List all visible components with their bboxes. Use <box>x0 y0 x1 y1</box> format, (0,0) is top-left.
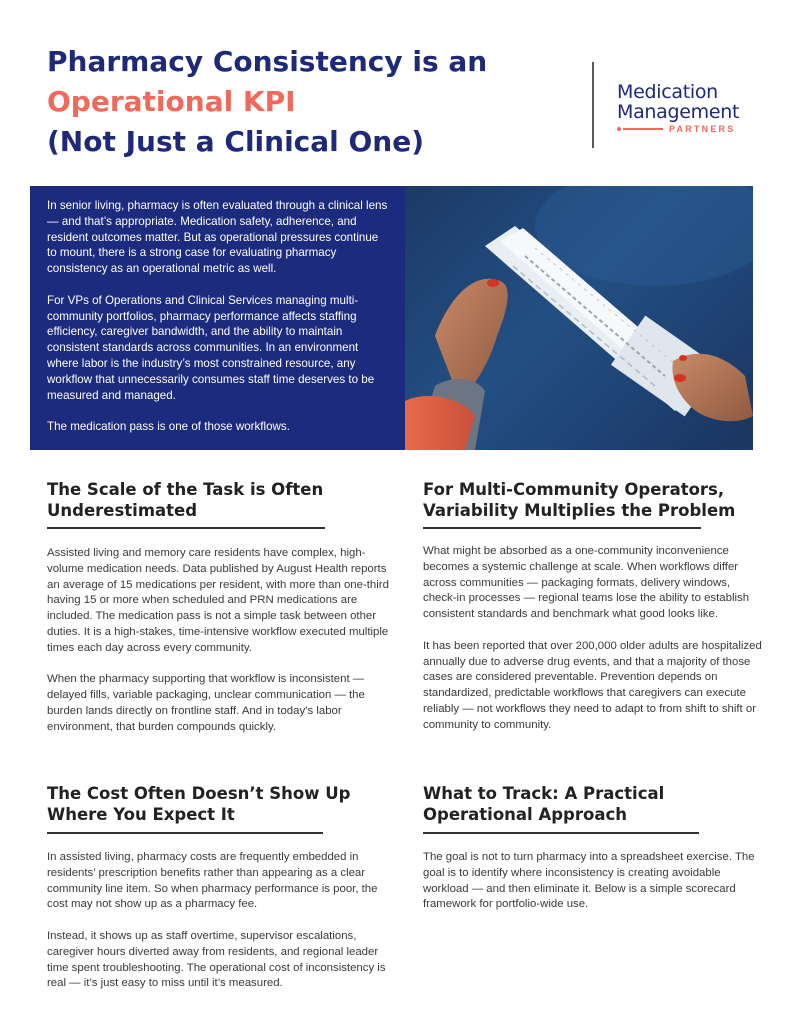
section-scale-title-line-2: Underestimated <box>47 501 198 520</box>
section-multi-title-line-2: Variability Multiplies the Problem <box>423 501 736 520</box>
section-cost-body <box>47 850 397 1008</box>
section-cost-title-line-1: The Cost Often Doesn’t Show Up <box>47 784 351 803</box>
section-multi-title-line-1: For Multi-Community Operators, <box>423 480 725 499</box>
section-cost-paragraph-1: In assisted living, pharmacy costs are frequently embedded in residents’ prescription benefits rather than appearing as a clear community line item. So when pharmacy performance is poor, the cost may not show up as a pharmacy fee. <box>47 851 378 911</box>
intro-paragraph-3: The medication pass is one of those workflows. <box>47 420 290 434</box>
brand-logo <box>617 82 777 134</box>
header-divider <box>592 62 594 148</box>
photo-hands-holding-prescription <box>405 186 753 450</box>
page-title <box>47 42 567 162</box>
logo-dash <box>623 128 663 130</box>
section-multi-title <box>423 479 773 521</box>
intro-paragraph-2: For VPs of Operations and Clinical Services managing multi-community portfolios, pharmacy performance affects staffing efficiency, caregiver bandwidth, and the ability to maintain consistent standards across communities. In an environment where labor is the industry’s most constrained resource, any workflow that unnecessarily consumes staff time deserves to be measured and managed. <box>47 293 375 402</box>
section-scale-title <box>47 479 387 521</box>
intro-paragraph-1: In senior living, pharmacy is often evaluated through a clinical lens — and that’s appropriate. Medication safety, adherence, and resident outcomes matter. But as operational pressures continue to mount, there is a strong case for evaluating pharmacy consistency as an operational metric as well. <box>47 199 388 276</box>
page-header <box>0 0 800 186</box>
section-track-paragraph-1: The goal is not to turn pharmacy into a spreadsheet exercise. The goal is to identify where inconsistency is creating avoidable workload — and then eliminate it. Below is a simple scorecard framework for portfolio-wide use. <box>423 851 755 911</box>
title-line-1: Pharmacy Consistency is an <box>47 45 488 78</box>
section-cost-title-line-2: Where You Expect It <box>47 805 235 824</box>
logo-partners: PARTNERS <box>669 124 736 134</box>
section-cost-rule <box>47 832 323 834</box>
section-track-body <box>423 850 765 929</box>
section-scale-paragraph-2: When the pharmacy supporting that workflow is inconsistent — delayed fills, variable packaging, unclear communication — the burden lands directly on frontline staff. And in today’s labor environment, that burden compounds quickly. <box>47 673 365 733</box>
section-track-title <box>423 783 773 825</box>
banner-right-margin <box>753 186 800 450</box>
section-scale-title-line-1: The Scale of the Task is Often <box>47 480 324 499</box>
section-multi-body <box>423 544 765 749</box>
photo-illustration <box>405 186 753 450</box>
title-line-2: Operational KPI <box>47 85 296 118</box>
section-track-title-line-1: What to Track: A Practical <box>423 784 665 803</box>
section-scale-body <box>47 546 397 751</box>
section-multi-paragraph-2: It has been reported that over 200,000 older adults are hospitalized annually due to adverse drug events, and that a majority of those cases are considered preventable. Prevention depends on standardized, predictable workflows that caregivers can execute reliably — not workflows they need to adapt to from shift to shift or community to community. <box>423 639 762 731</box>
banner-left-margin <box>0 186 30 450</box>
logo-line-1: Medication <box>617 81 718 103</box>
section-multi-paragraph-1: What might be absorbed as a one-community inconvenience becomes a systemic challenge at scale. When workflows differ across communities — packaging formats, delivery windows, check-in processes — regional teams lose the ability to establish consistent standards and benchmark what good looks like. <box>423 545 750 621</box>
title-line-3: (Not Just a Clinical One) <box>47 125 425 158</box>
section-cost-title <box>47 783 387 825</box>
intro-banner <box>0 186 800 450</box>
logo-dot <box>617 127 621 131</box>
section-track-rule <box>423 832 699 834</box>
section-multi-rule <box>423 527 701 529</box>
section-scale-paragraph-1: Assisted living and memory care residents have complex, high-volume medication needs. Data published by August Health reports an average of 15 medications per resident, with more than one-third having 15 or more when scheduled and PRN medications are included. The medication pass is not a simple task between other duties. It is a high-stakes, time-intensive workflow executed multiple times each day across every community. <box>47 547 389 654</box>
intro-text-panel <box>30 186 405 450</box>
section-scale-rule <box>47 527 325 529</box>
section-track-title-line-2: Operational Approach <box>423 805 627 824</box>
section-cost-paragraph-2: Instead, it shows up as staff overtime, supervisor escalations, caregiver hours diverted away from residents, and regional leader time spent troubleshooting. The operational cost of inconsistency is real — it’s just easy to miss until it’s measured. <box>47 929 386 990</box>
logo-line-3 <box>617 124 777 134</box>
logo-line-2: Management <box>617 101 740 123</box>
